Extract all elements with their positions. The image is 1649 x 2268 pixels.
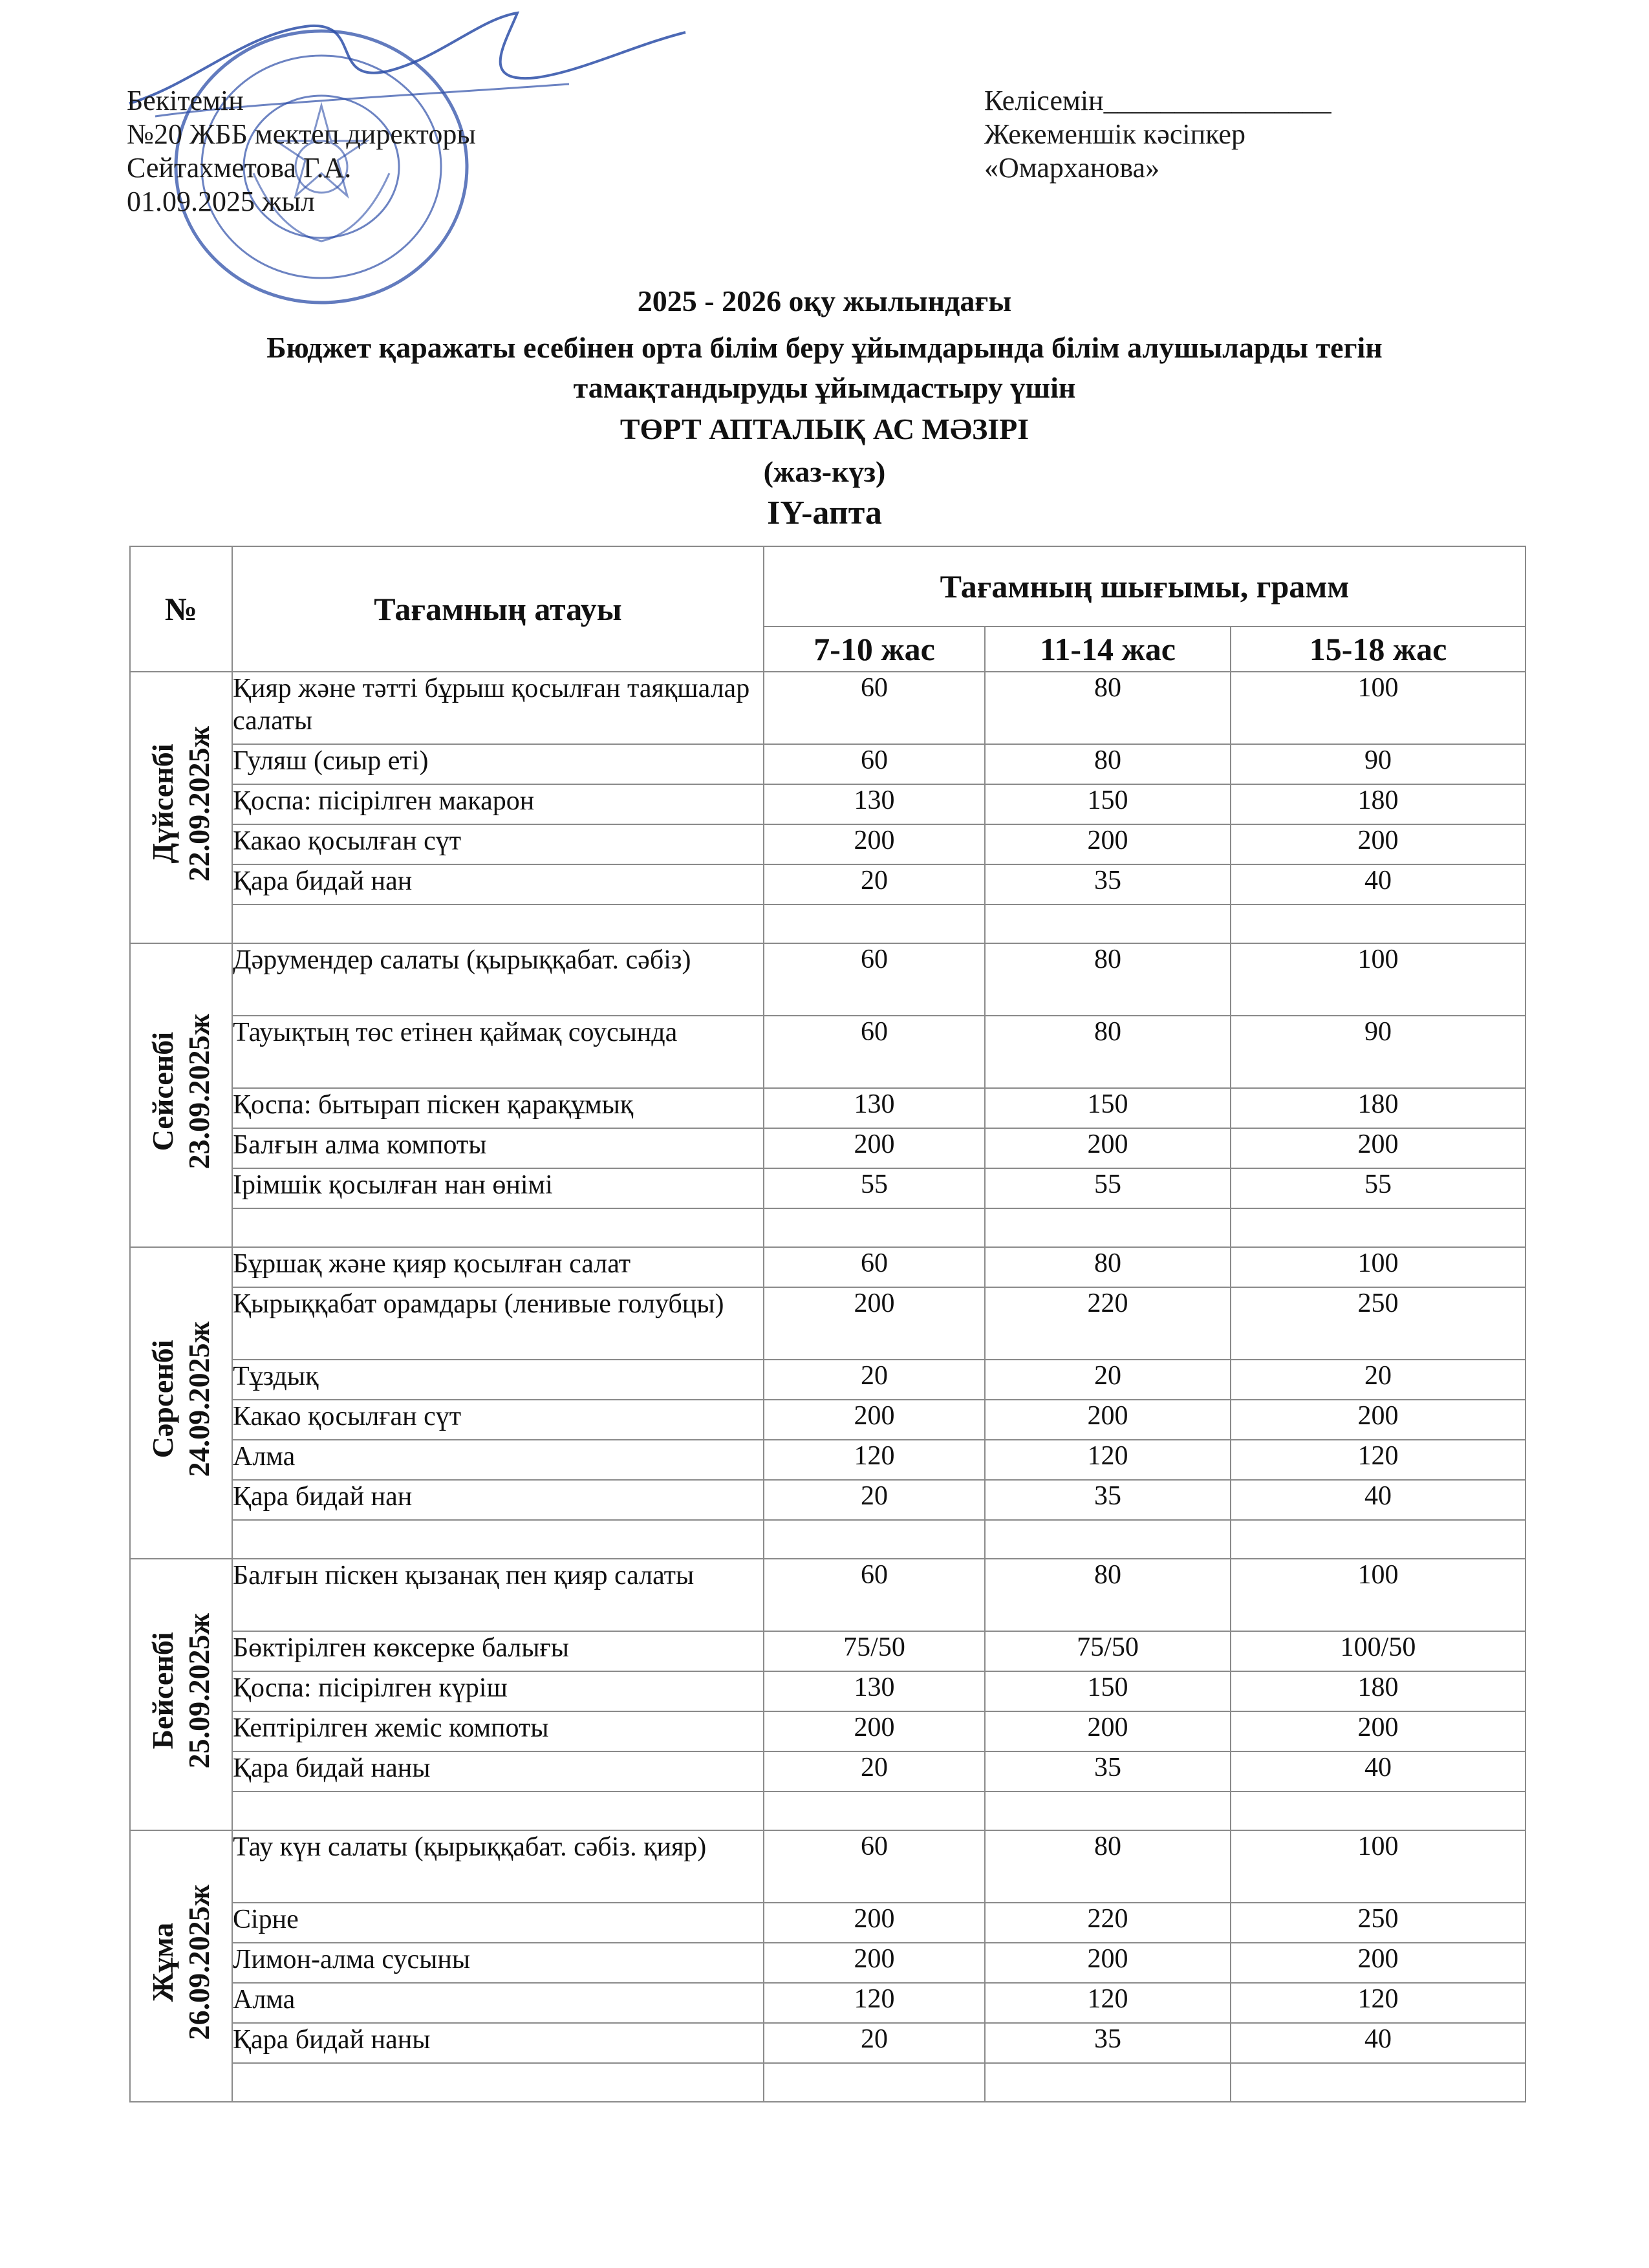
yield-11-14: 220 (985, 1287, 1231, 1360)
table-row (130, 1711, 1525, 1751)
empty-cell (1231, 1792, 1525, 1830)
document-title-year: 2025 - 2026 оқу жылындағы (637, 284, 1012, 317)
yield-15-18: 100 (1231, 672, 1525, 744)
yield-7-10: 120 (764, 1440, 985, 1480)
table-row (130, 1559, 1525, 1631)
day-cell (130, 943, 232, 1247)
yield-7-10: 120 (764, 1983, 985, 2023)
yield-11-14: 80 (985, 1247, 1231, 1287)
yield-11-14: 200 (985, 1400, 1231, 1440)
empty-cell (764, 904, 985, 943)
day-date: 25.09.2025ж (182, 1613, 215, 1769)
day-cell (130, 1247, 232, 1559)
table-row (130, 1671, 1525, 1711)
yield-7-10: 75/50 (764, 1631, 985, 1671)
dish-name: Қырыққабат орамдары (ленивые голубцы) (232, 1287, 764, 1360)
table-row (130, 1830, 1525, 1903)
yield-11-14: 200 (985, 1711, 1231, 1751)
empty-row (130, 904, 1525, 943)
document-title-week: IY-апта (767, 495, 882, 531)
yield-7-10: 200 (764, 1943, 985, 1983)
agreement-line: «Омарханова» (984, 152, 1160, 184)
table-row (130, 1360, 1525, 1400)
yield-15-18: 100 (1231, 1830, 1525, 1903)
yield-15-18: 100 (1231, 943, 1525, 1016)
yield-7-10: 200 (764, 1711, 985, 1751)
day-date: 23.09.2025ж (182, 1014, 215, 1170)
yield-7-10: 200 (764, 1903, 985, 1943)
table-row (130, 1088, 1525, 1128)
day-label (145, 1885, 217, 2040)
table-row (130, 1440, 1525, 1480)
yield-11-14: 150 (985, 784, 1231, 824)
yield-7-10: 20 (764, 2023, 985, 2063)
day-label (145, 1321, 217, 1477)
table-row (130, 744, 1525, 784)
yield-11-14: 35 (985, 1751, 1231, 1792)
dish-name: Қоспа: пісірілген күріш (232, 1671, 764, 1711)
table-row (130, 1128, 1525, 1168)
yield-11-14: 150 (985, 1671, 1231, 1711)
yield-7-10: 20 (764, 864, 985, 904)
yield-11-14: 150 (985, 1088, 1231, 1128)
yield-7-10: 60 (764, 943, 985, 1016)
yield-11-14: 80 (985, 1559, 1231, 1631)
day-label (145, 1613, 217, 1768)
dish-name: Кептірілген жеміс компоты (232, 1711, 764, 1751)
yield-7-10: 60 (764, 744, 985, 784)
table-row (130, 943, 1525, 1016)
yield-11-14: 80 (985, 943, 1231, 1016)
dish-name: Лимон-алма сусыны (232, 1943, 764, 1983)
yield-15-18: 90 (1231, 1016, 1525, 1088)
yield-11-14: 35 (985, 864, 1231, 904)
yield-7-10: 60 (764, 672, 985, 744)
empty-cell (232, 2063, 764, 2102)
empty-row (130, 1208, 1525, 1247)
document-title-season: (жаз-күз) (763, 455, 886, 488)
table-row (130, 1983, 1525, 2023)
dish-name: Ірімшік қосылған нан өнімі (232, 1168, 764, 1208)
dish-name: Тауықтың төс етінен қаймақ соусында (232, 1016, 764, 1088)
yield-7-10: 60 (764, 1559, 985, 1631)
approval-block (127, 84, 476, 219)
yield-11-14: 55 (985, 1168, 1231, 1208)
yield-11-14: 120 (985, 1983, 1231, 2023)
yield-11-14: 80 (985, 672, 1231, 744)
yield-7-10: 130 (764, 1671, 985, 1711)
empty-cell (1231, 1520, 1525, 1559)
empty-cell (764, 1208, 985, 1247)
approval-line: 01.09.2025 жыл (127, 186, 315, 217)
yield-15-18: 120 (1231, 1440, 1525, 1480)
table-row (130, 1751, 1525, 1792)
day-label (145, 1014, 217, 1169)
yield-11-14: 35 (985, 2023, 1231, 2063)
table-row (130, 864, 1525, 904)
day-name: Сәрсенбі (146, 1340, 179, 1459)
header-age-11-14: 11-14 жас (985, 626, 1231, 672)
dish-name: Қара бидай наны (232, 1751, 764, 1792)
dish-name: Какао қосылған сүт (232, 824, 764, 864)
yield-15-18: 180 (1231, 1088, 1525, 1128)
yield-15-18: 120 (1231, 1983, 1525, 2023)
header-age-15-18: 15-18 жас (1231, 626, 1525, 672)
dish-name: Қоспа: пісірілген макарон (232, 784, 764, 824)
day-name: Сейсенбі (146, 1032, 179, 1151)
yield-11-14: 220 (985, 1903, 1231, 1943)
yield-7-10: 200 (764, 1400, 985, 1440)
empty-cell (985, 904, 1231, 943)
yield-11-14: 20 (985, 1360, 1231, 1400)
table-row (130, 2023, 1525, 2063)
document-title-line: Бюджет қаражаты есебінен орта білім беру ұйымдарында білім алушыларды тегін (266, 331, 1383, 364)
dish-name: Алма (232, 1983, 764, 2023)
approval-line: Бекітемін (127, 85, 244, 116)
yield-7-10: 20 (764, 1360, 985, 1400)
agreement-line: Жекеменшік кәсіпкер (984, 118, 1245, 150)
empty-cell (764, 2063, 985, 2102)
dish-name: Алма (232, 1440, 764, 1480)
yield-11-14: 200 (985, 1943, 1231, 1983)
table-row (130, 1943, 1525, 1983)
day-date: 26.09.2025ж (182, 1885, 215, 2040)
dish-name: Балғын алма компоты (232, 1128, 764, 1168)
menu-table (129, 546, 1526, 2102)
empty-cell (1231, 904, 1525, 943)
yield-15-18: 100 (1231, 1247, 1525, 1287)
yield-15-18: 90 (1231, 744, 1525, 784)
approval-line: №20 ЖББ мектеп директоры (127, 118, 476, 150)
dish-name: Қияр және тәтті бұрыш қосылған таяқшалар салаты (232, 672, 764, 744)
day-cell (130, 1559, 232, 1830)
table-row (130, 1400, 1525, 1440)
yield-15-18: 55 (1231, 1168, 1525, 1208)
day-date: 24.09.2025ж (182, 1321, 215, 1477)
empty-cell (985, 1208, 1231, 1247)
yield-11-14: 80 (985, 1016, 1231, 1088)
empty-cell (1231, 2063, 1525, 2102)
dish-name: Қоспа: бытырап піскен қарақұмық (232, 1088, 764, 1128)
table-row (130, 1247, 1525, 1287)
table-row (130, 1903, 1525, 1943)
dish-name: Дәрумендер салаты (қырыққабат. сәбіз) (232, 943, 764, 1016)
table-row (130, 784, 1525, 824)
empty-row (130, 1520, 1525, 1559)
yield-15-18: 40 (1231, 1480, 1525, 1520)
yield-7-10: 130 (764, 784, 985, 824)
yield-15-18: 200 (1231, 1128, 1525, 1168)
menu-body (130, 672, 1525, 2102)
dish-name: Тау күн салаты (қырыққабат. сәбіз. қияр) (232, 1830, 764, 1903)
table-row (130, 1480, 1525, 1520)
header-yield: Тағамның шығымы, грамм (764, 546, 1525, 626)
dish-name: Какао қосылған сүт (232, 1400, 764, 1440)
table-row (130, 1016, 1525, 1088)
yield-7-10: 60 (764, 1830, 985, 1903)
header-dish-name: Тағамның атауы (232, 546, 764, 672)
yield-15-18: 250 (1231, 1903, 1525, 1943)
yield-15-18: 180 (1231, 1671, 1525, 1711)
document-title-main: ТӨРТ АПТАЛЫҚ АС МӘЗІРІ (620, 412, 1029, 445)
yield-7-10: 60 (764, 1016, 985, 1088)
table-row (130, 1287, 1525, 1360)
table-row (130, 1631, 1525, 1671)
dish-name: Сірне (232, 1903, 764, 1943)
day-date: 22.09.2025ж (182, 726, 215, 882)
yield-15-18: 200 (1231, 824, 1525, 864)
dish-name: Қара бидай наны (232, 2023, 764, 2063)
approval-line: Сейтахметова Г.А. (127, 152, 352, 184)
table-row (130, 824, 1525, 864)
day-cell (130, 1830, 232, 2102)
empty-cell (764, 1792, 985, 1830)
dish-name: Тұздық (232, 1360, 764, 1400)
dish-name: Гуляш (сиыр еті) (232, 744, 764, 784)
yield-15-18: 180 (1231, 784, 1525, 824)
dish-name: Балғын піскен қызанақ пен қияр салаты (232, 1559, 764, 1631)
empty-row (130, 2063, 1525, 2102)
yield-11-14: 80 (985, 744, 1231, 784)
document-title-line: тамақтандыруды ұйымдастыру үшін (573, 371, 1076, 404)
yield-11-14: 80 (985, 1830, 1231, 1903)
empty-cell (232, 1208, 764, 1247)
yield-15-18: 40 (1231, 1751, 1525, 1792)
day-label (145, 726, 217, 881)
agreement-line: Келісемін________________ (984, 85, 1331, 116)
yield-7-10: 20 (764, 1751, 985, 1792)
header-age-7-10: 7-10 жас (764, 626, 985, 672)
empty-cell (232, 1520, 764, 1559)
dish-name: Бөктірілген көксерке балығы (232, 1631, 764, 1671)
yield-11-14: 75/50 (985, 1631, 1231, 1671)
day-name: Дүйсенбі (146, 744, 179, 864)
day-cell (130, 672, 232, 943)
header-number: № (130, 546, 232, 672)
yield-15-18: 200 (1231, 1400, 1525, 1440)
empty-cell (985, 2063, 1231, 2102)
yield-15-18: 100 (1231, 1559, 1525, 1631)
empty-cell (764, 1520, 985, 1559)
yield-15-18: 40 (1231, 2023, 1525, 2063)
yield-11-14: 200 (985, 824, 1231, 864)
empty-cell (232, 904, 764, 943)
yield-11-14: 35 (985, 1480, 1231, 1520)
empty-cell (1231, 1208, 1525, 1247)
yield-15-18: 200 (1231, 1943, 1525, 1983)
yield-7-10: 55 (764, 1168, 985, 1208)
empty-cell (232, 1792, 764, 1830)
yield-11-14: 120 (985, 1440, 1231, 1480)
yield-15-18: 100/50 (1231, 1631, 1525, 1671)
empty-row (130, 1792, 1525, 1830)
table-row (130, 1168, 1525, 1208)
yield-15-18: 20 (1231, 1360, 1525, 1400)
dish-name: Қара бидай нан (232, 1480, 764, 1520)
yield-7-10: 200 (764, 1128, 985, 1168)
yield-15-18: 40 (1231, 864, 1525, 904)
dish-name: Қара бидай нан (232, 864, 764, 904)
agreement-block (984, 84, 1331, 185)
yield-7-10: 200 (764, 824, 985, 864)
yield-7-10: 200 (764, 1287, 985, 1360)
empty-cell (985, 1792, 1231, 1830)
yield-7-10: 60 (764, 1247, 985, 1287)
day-name: Жұма (146, 1923, 179, 2002)
yield-11-14: 200 (985, 1128, 1231, 1168)
table-row (130, 672, 1525, 744)
yield-15-18: 200 (1231, 1711, 1525, 1751)
yield-15-18: 250 (1231, 1287, 1525, 1360)
dish-name: Бұршақ және қияр қосылған салат (232, 1247, 764, 1287)
day-name: Бейсенбі (146, 1632, 179, 1749)
yield-7-10: 130 (764, 1088, 985, 1128)
yield-7-10: 20 (764, 1480, 985, 1520)
empty-cell (985, 1520, 1231, 1559)
